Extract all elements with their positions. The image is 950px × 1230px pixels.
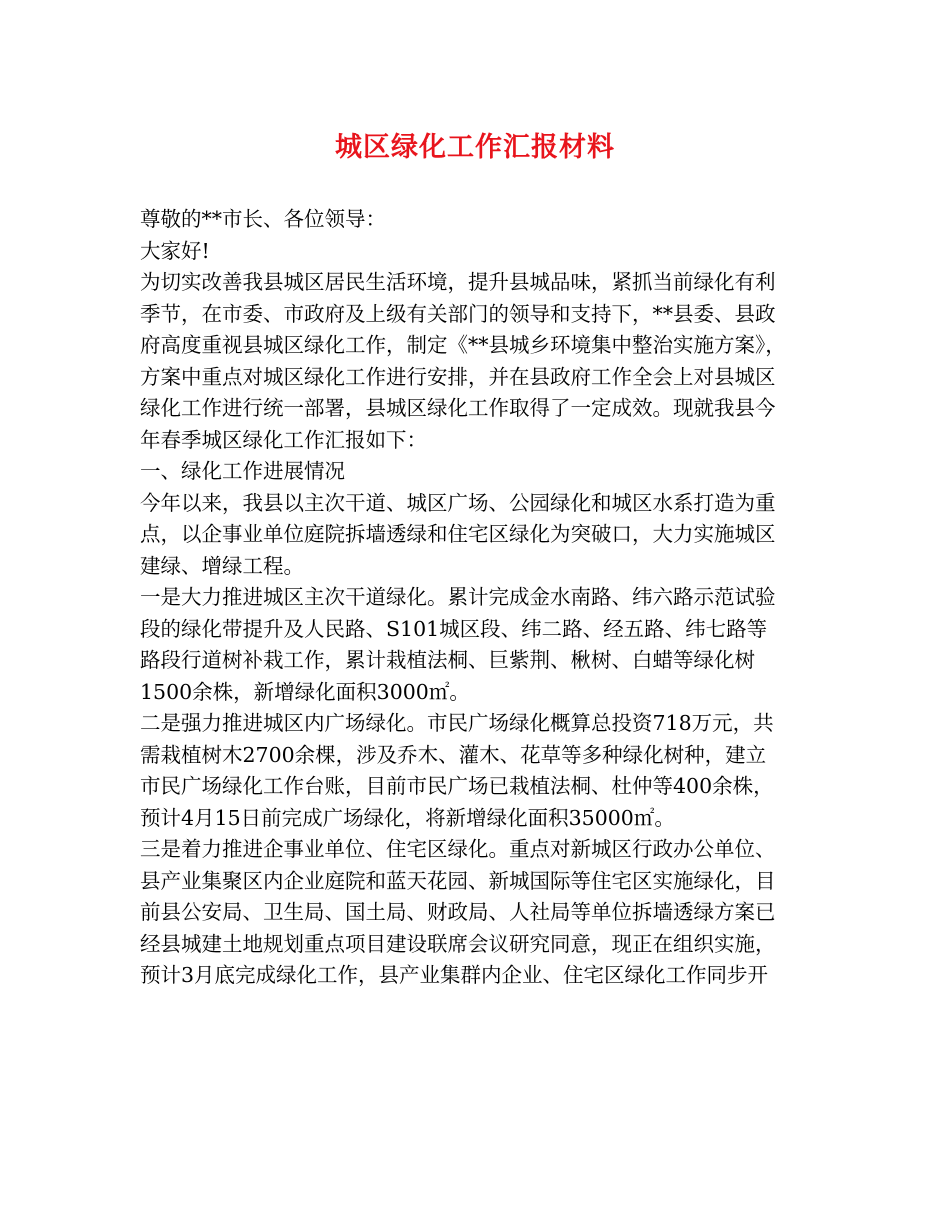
- document-title: 城区绿化工作汇报材料: [335, 132, 615, 163]
- text-line: 方案中重点对城区绿化工作进行安排，并在县政府工作全会上对县城区: [140, 364, 776, 389]
- text-line: 一、绿化工作进展情况: [140, 459, 345, 483]
- text-line: 路段行道树补栽工作，累计栽植法桐、巨紫荆、楸树、白蜡等绿化树: [140, 648, 755, 672]
- text-line: 需栽植树木2700余棵，涉及乔木、灌木、花草等多种绿化树种，建立: [140, 742, 767, 767]
- text-line: 尊敬的**市长、各位领导：: [140, 207, 386, 231]
- text-line: 1500余株，新增绿化面积3000㎡。: [140, 679, 470, 704]
- text-line: 为切实改善我县城区居民生活环境，提升县城品味，紧抓当前绿化有利: [140, 270, 776, 294]
- text-line: 段的绿化带提升及人民路、S101城区段、纬二路、经五路、纬七路等: [140, 616, 768, 641]
- text-line: 点，以企事业单位庭院拆墙透绿和住宅区绿化为突破口，大力实施城区: [140, 522, 776, 546]
- text-line: 一是大力推进城区主次干道绿化。累计完成金水南路、纬六路示范试验: [140, 585, 776, 609]
- text-line: 预计4月15日前完成广场绿化，将新增绿化面积35000㎡。: [140, 805, 675, 830]
- text-line: 经县城建土地规划重点项目建设联席会议研究同意，现正在组织实施，: [140, 931, 776, 956]
- text-line: 预计3月底完成绿化工作，县产业集群内企业、住宅区绿化工作同步开: [140, 963, 769, 987]
- text-line: 建绿、增绿工程。: [140, 553, 304, 578]
- text-line: 市民广场绿化工作台账，目前市民广场已栽植法桐、杜仲等400余株，: [140, 774, 774, 798]
- text-line: 前县公安局、卫生局、国土局、财政局、人社局等单位拆墙透绿方案已: [140, 900, 776, 924]
- text-line: 县产业集聚区内企业庭院和蓝天花园、新城国际等住宅区实施绿化，目: [140, 868, 776, 893]
- text-line: 今年以来，我县以主次干道、城区广场、公园绿化和城区水系打造为重: [140, 490, 776, 515]
- text-line: 三是着力推进企事业单位、住宅区绿化。重点对新城区行政办公单位、: [140, 837, 776, 861]
- document-body: [140, 204, 830, 992]
- text-line: 府高度重视县城区绿化工作，制定《**县城乡环境集中整治实施方案》，: [140, 333, 786, 357]
- text-line: 绿化工作进行统一部署，县城区绿化工作取得了一定成效。现就我县今: [140, 396, 776, 420]
- text-line: 季节，在市委、市政府及上级有关部门的领导和支持下，**县委、县政: [140, 301, 776, 326]
- text-line: 二是强力推进城区内广场绿化。市民广场绿化概算总投资718万元，共: [140, 711, 774, 735]
- text-line: 大家好!: [140, 238, 210, 263]
- text-line: 年春季城区绿化工作汇报如下：: [140, 427, 427, 452]
